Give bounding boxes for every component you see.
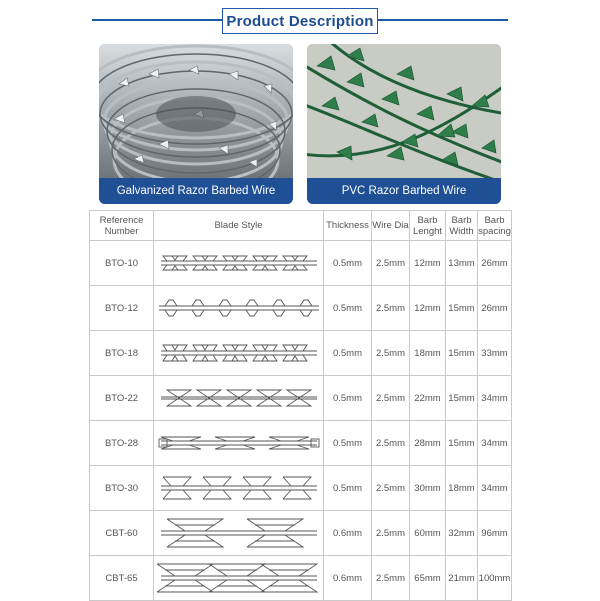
page-title: Product Description (226, 12, 374, 30)
pvc-product-card (307, 44, 501, 204)
blade-style-cell (154, 376, 324, 421)
reference-cell: BTO-10 (90, 241, 154, 286)
column-header-reference: Reference Number (90, 211, 154, 241)
blade-style-diagram (157, 423, 321, 463)
header-rule-right (378, 19, 508, 21)
barb-length-cell: 30mm (410, 466, 446, 511)
barb-length-cell: 60mm (410, 511, 446, 556)
reference-cell: CBT-65 (90, 556, 154, 601)
pvc-caption: PVC Razor Barbed Wire (307, 178, 501, 204)
blade-style-cell (154, 466, 324, 511)
reference-cell: BTO-12 (90, 286, 154, 331)
barb-spacing-cell: 34mm (478, 421, 512, 466)
header-rule-left (92, 19, 222, 21)
blade-style-diagram (157, 288, 321, 328)
blade-style-cell (154, 241, 324, 286)
reference-cell: BTO-22 (90, 376, 154, 421)
reference-cell: BTO-30 (90, 466, 154, 511)
blade-style-cell (154, 556, 324, 601)
table-row (90, 331, 512, 376)
wire-dia-cell: 2.5mm (372, 421, 410, 466)
blade-style-diagram (157, 558, 321, 598)
table-header-row (90, 211, 512, 241)
wire-dia-cell: 2.5mm (372, 286, 410, 331)
blade-style-cell (154, 421, 324, 466)
table-row (90, 421, 512, 466)
barb-width-cell: 18mm (446, 466, 478, 511)
galvanized-product-card (99, 44, 293, 204)
thickness-cell: 0.5mm (324, 241, 372, 286)
wire-dia-cell: 2.5mm (372, 376, 410, 421)
column-header-blade-style: Blade Style (154, 211, 324, 241)
column-header-wire-dia: Wire Dia (372, 211, 410, 241)
blade-style-cell (154, 511, 324, 556)
thickness-cell: 0.5mm (324, 421, 372, 466)
barb-spacing-cell: 100mm (478, 556, 512, 601)
barb-spacing-cell: 26mm (478, 241, 512, 286)
header-title-box (222, 8, 378, 34)
blade-style-diagram (157, 243, 321, 283)
pvc-wire-image (307, 44, 501, 178)
table-row (90, 466, 512, 511)
blade-style-cell (154, 286, 324, 331)
table-row (90, 286, 512, 331)
barb-spacing-cell: 34mm (478, 466, 512, 511)
wire-dia-cell: 2.5mm (372, 331, 410, 376)
galvanized-wire-image (99, 44, 293, 178)
thickness-cell: 0.5mm (324, 466, 372, 511)
barb-width-cell: 21mm (446, 556, 478, 601)
blade-style-cell (154, 331, 324, 376)
barb-length-cell: 28mm (410, 421, 446, 466)
wire-dia-cell: 2.5mm (372, 466, 410, 511)
barb-width-cell: 13mm (446, 241, 478, 286)
thickness-cell: 0.5mm (324, 331, 372, 376)
barb-spacing-cell: 26mm (478, 286, 512, 331)
barb-spacing-cell: 96mm (478, 511, 512, 556)
column-header-barb-width: Barb Width (446, 211, 478, 241)
column-header-barb-length: Barb Lenght (410, 211, 446, 241)
blade-style-diagram (157, 378, 321, 418)
barb-width-cell: 15mm (446, 286, 478, 331)
reference-cell: BTO-28 (90, 421, 154, 466)
barb-length-cell: 22mm (410, 376, 446, 421)
blade-style-diagram (157, 513, 321, 553)
blade-style-diagram (157, 333, 321, 373)
table-row (90, 556, 512, 601)
thickness-cell: 0.6mm (324, 556, 372, 601)
barb-width-cell: 15mm (446, 376, 478, 421)
barb-length-cell: 12mm (410, 241, 446, 286)
table-row (90, 511, 512, 556)
thickness-cell: 0.5mm (324, 286, 372, 331)
column-header-barb-spacing: Barb spacing (478, 211, 512, 241)
barb-spacing-cell: 34mm (478, 376, 512, 421)
barb-width-cell: 32mm (446, 511, 478, 556)
wire-dia-cell: 2.5mm (372, 511, 410, 556)
table-row (90, 376, 512, 421)
barb-width-cell: 15mm (446, 331, 478, 376)
column-header-thickness: Thickness (324, 211, 372, 241)
table-row (90, 241, 512, 286)
thickness-cell: 0.6mm (324, 511, 372, 556)
galvanized-caption: Galvanized Razor Barbed Wire (99, 178, 293, 204)
thickness-cell: 0.5mm (324, 376, 372, 421)
barb-length-cell: 65mm (410, 556, 446, 601)
wire-dia-cell: 2.5mm (372, 556, 410, 601)
blade-style-diagram (157, 468, 321, 508)
barb-length-cell: 18mm (410, 331, 446, 376)
reference-cell: CBT-60 (90, 511, 154, 556)
barb-width-cell: 15mm (446, 421, 478, 466)
reference-cell: BTO-18 (90, 331, 154, 376)
wire-dia-cell: 2.5mm (372, 241, 410, 286)
barb-spacing-cell: 33mm (478, 331, 512, 376)
specification-table (89, 210, 512, 601)
barb-length-cell: 12mm (410, 286, 446, 331)
